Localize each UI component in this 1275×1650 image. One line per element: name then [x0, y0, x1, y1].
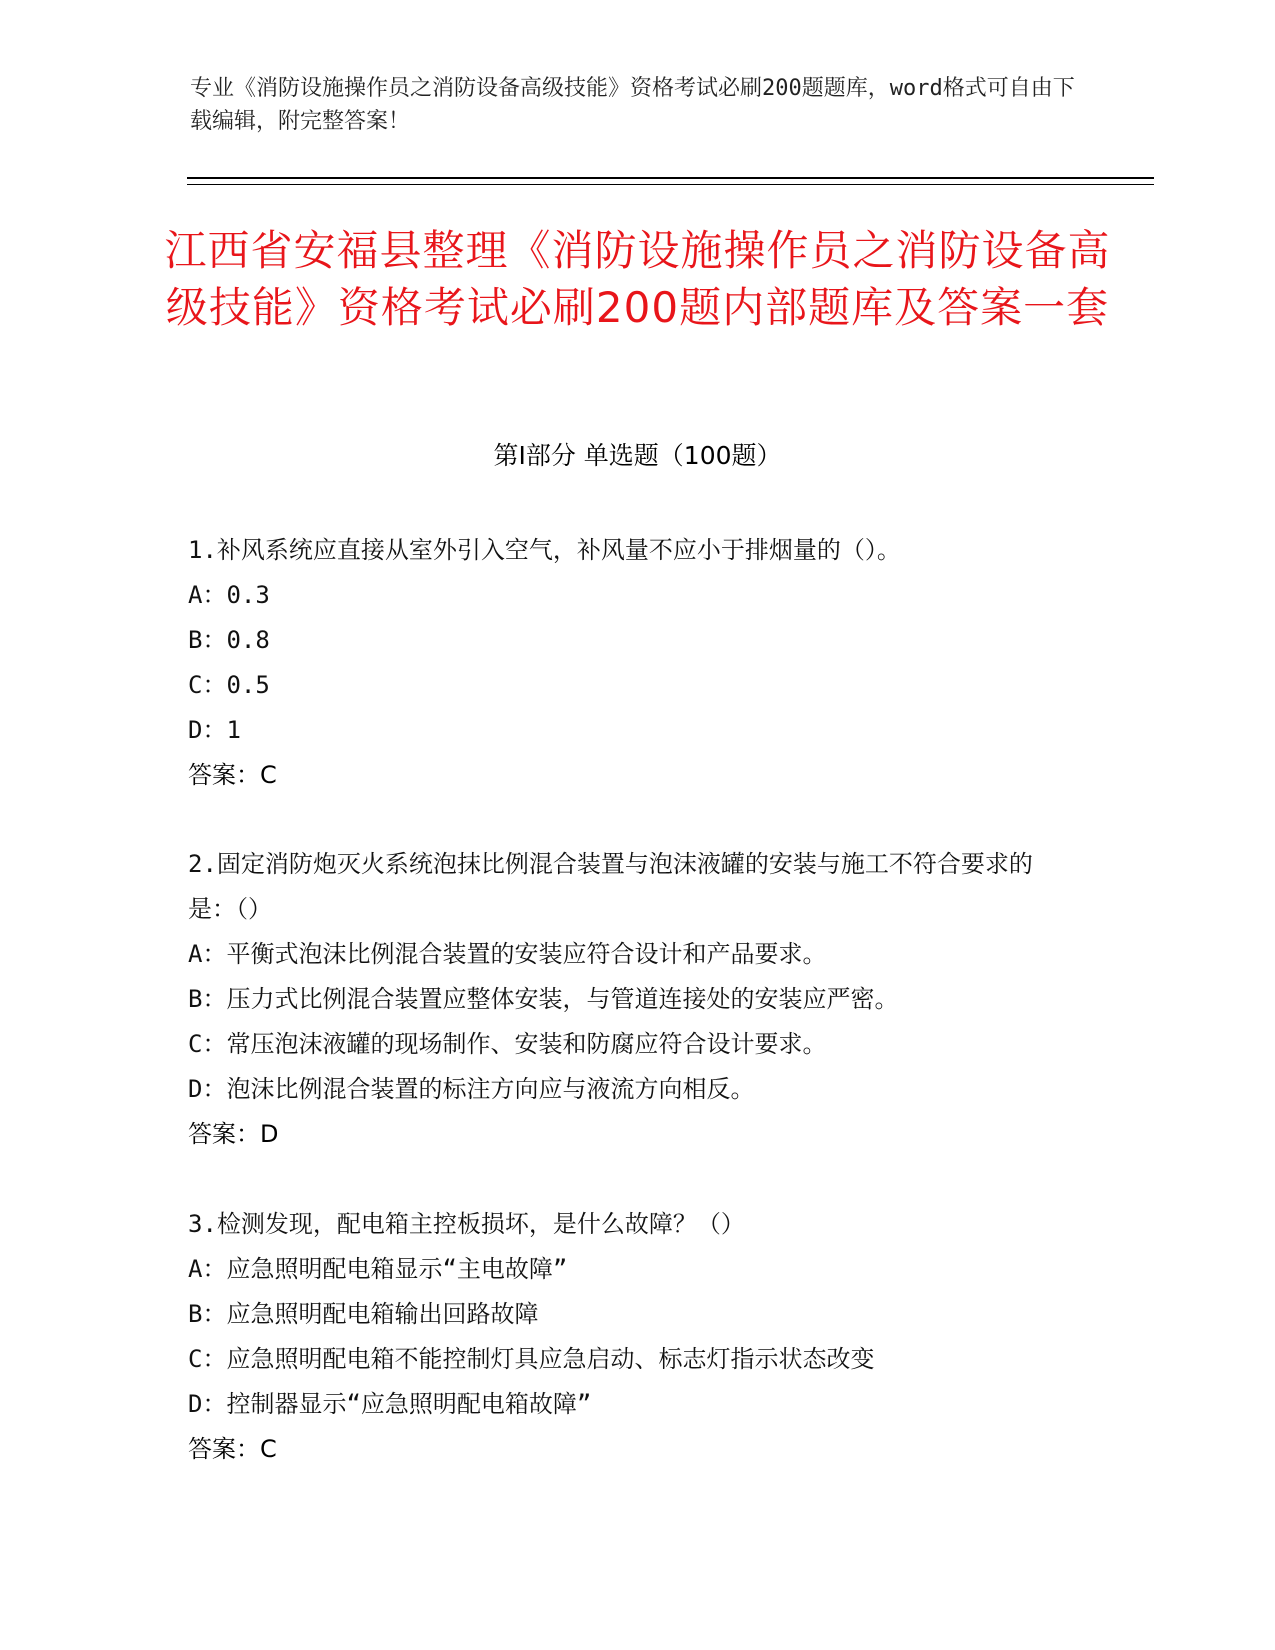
option-d: D：泡沫比例混合装置的标注方向应与液流方向相反。: [188, 1075, 755, 1103]
question-item: [188, 842, 1068, 1157]
answer-line: 答案：C: [188, 1435, 277, 1463]
option-a: A：平衡式泡沫比例混合装置的安装应符合设计和产品要求。: [188, 940, 827, 968]
option-b: B：压力式比例混合装置应整体安装，与管道连接处的安装应严密。: [188, 985, 899, 1013]
option-c: C：常压泡沫液罐的现场制作、安装和防腐应符合设计要求。: [188, 1030, 827, 1058]
option-d: D：控制器显示“应急照明配电箱故障”: [188, 1390, 592, 1418]
header-note: 专业《消防设施操作员之消防设备高级技能》资格考试必刷200题题库，word格式可自由下载编辑，附完整答案！: [190, 76, 1075, 134]
question-item: [188, 1202, 1068, 1472]
question-stem: 3.检测发现，配电箱主控板损坏，是什么故障？（）: [188, 1210, 745, 1238]
option-c: C：0.5: [188, 671, 270, 699]
question-stem: 2.固定消防炮灭火系统泡抹比例混合装置与泡沫液罐的安装与施工不符合要求的是：（）: [188, 850, 1033, 923]
answer-line: 答案：D: [188, 1120, 279, 1148]
option-a: A：0.3: [188, 581, 270, 609]
header-rule-thick: [187, 177, 1154, 179]
header-rule-thin: [187, 184, 1154, 185]
option-b: B：0.8: [188, 626, 270, 654]
option-b: B：应急照明配电箱输出回路故障: [188, 1300, 539, 1328]
option-a: A：应急照明配电箱显示“主电故障”: [188, 1255, 568, 1283]
section-title: 第Ⅰ部分 单选题（100题）: [493, 441, 782, 470]
document-title: 江西省安福县整理《消防设施操作员之消防设备高级技能》资格考试必刷200题内部题库及答案一套: [164, 226, 1111, 332]
answer-line: 答案：C: [188, 761, 277, 789]
question-item: [188, 528, 1068, 798]
question-stem: 1.补风系统应直接从室外引入空气，补风量不应小于排烟量的（）。: [188, 536, 901, 564]
option-c: C：应急照明配电箱不能控制灯具应急启动、标志灯指示状态改变: [188, 1345, 875, 1373]
option-d: D：1: [188, 716, 241, 744]
